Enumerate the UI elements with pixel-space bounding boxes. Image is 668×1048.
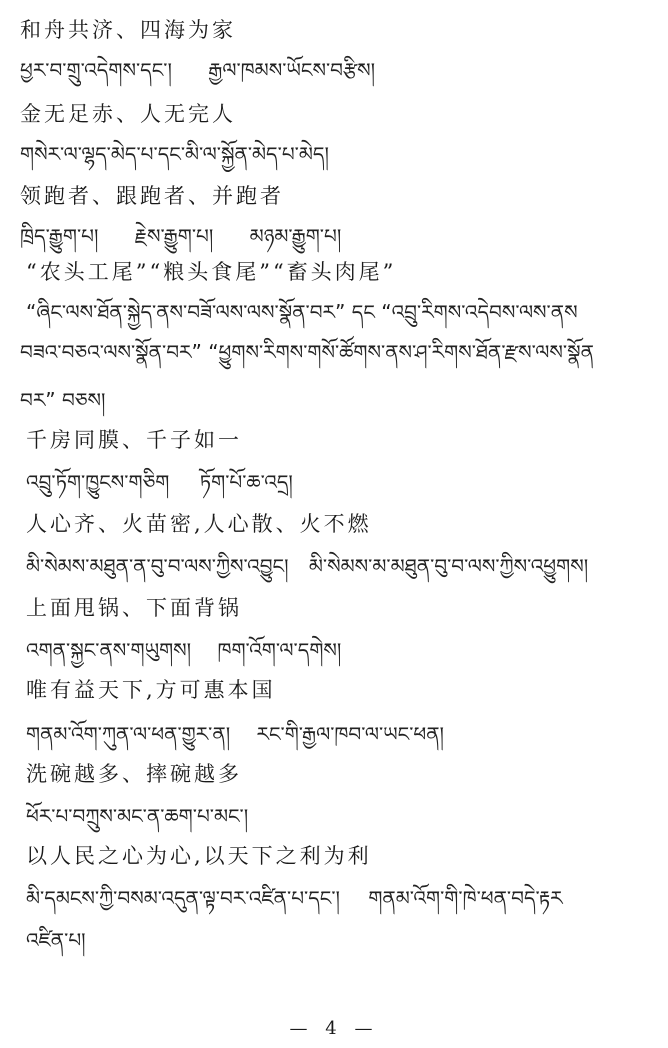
chinese-phrase: 唯有益天下,方可惠本国 [26,678,276,702]
tibetan-segment: འཛིན་པ། [26,928,86,952]
tibetan-segment: རྒྱལ་ཁམས་ཡོངས་བརྩིས། [208,58,376,82]
tibetan-translation [20,60,375,80]
chinese-phrase: 金无足赤、人无完人 [20,102,236,126]
tibetan-translation [20,390,105,410]
chinese-phrase: 以人民之心为心,以天下之利为利 [26,844,372,868]
chinese-phrase: 人心齐、火苗密,人心散、火不燃 [26,512,372,536]
tibetan-segment: འགན་སྐྱང་ནས་གཡུགས། [26,638,192,662]
tibetan-segment: མི་སེམས་མ་མཐུན་བུ་བ་ལས་ཀྱིས་འཕྱུགས། [308,554,589,578]
tibetan-segment: གནམ་འོག་གི་ཁེ་ཕན་བདེ་རྟར [368,886,563,910]
tibetan-segment: གནམ་འོག་ཀུན་ལ་ཕན་གྱུར་ན། [26,722,231,746]
tibetan-translation [20,226,341,246]
chinese-phrase: 洗碗越多、摔碗越多 [26,762,242,786]
tibetan-translation [26,888,563,908]
tibetan-segment: འབྲུ་ཏོག་ཁྱུངས་གཅིག [26,470,170,494]
tibetan-translation [26,640,341,660]
tibetan-translation [20,342,594,362]
chinese-phrase: 和舟共济、四海为家 [20,18,236,42]
chinese-phrase: 领跑者、跟跑者、并跑者 [20,184,284,208]
tibetan-translation [26,930,86,950]
chinese-phrase: 千房同膜、千子如一 [26,428,242,452]
tibetan-translation [20,144,329,164]
tibetan-translation [26,724,444,744]
tibetan-segment: མཉམ་རྒྱུག་པ། [249,224,342,248]
tibetan-segment: མི་སེམས་མཐུན་ན་བུ་བ་ལས་ཀྱིས་འབྱུང། [26,554,289,578]
tibetan-segment: ཁག་འོག་ལ་དགེས། [217,638,342,662]
chinese-phrase: “农头工尾”“粮头食尾”“畜头肉尾” [26,260,397,284]
tibetan-segment: རང་གི་རྒྱལ་ཁབ་ལ་ཡང་ཕན། [256,722,444,746]
tibetan-translation [26,472,293,492]
tibetan-translation [26,806,248,826]
tibetan-segment: “ཞིང་ལས་ཐོན་སྐྱེད་ནས་བཟོ་ལས་ལས་སྣོན་བར” དང “འབྲུ་རིགས་འདེབས་ལས་ནས [26,300,578,324]
tibetan-segment: གསེར་ལ་ལྷད་མེད་པ་དང་མི་ལ་སྐྱོན་མེད་པ་མེད། [20,142,329,166]
tibetan-segment: ཕྱར་བ་གྲུ་འདེགས་དང་། [20,58,172,82]
tibetan-segment: རྗེས་རྒྱུག་པ། [134,224,214,248]
tibetan-translation [26,302,578,322]
tibetan-segment: ཁྲིད་རྒྱུག་པ། [20,224,99,248]
chinese-phrase: 上面甩锅、下面背锅 [26,596,242,620]
tibetan-segment: ཕོར་པ་བཀྲུས་མང་ན་ཆག་པ་མང་། [26,804,249,828]
page-number: — 4 — [289,1018,379,1039]
tibetan-segment: བར” བཅས། [20,388,106,412]
tibetan-translation [26,556,588,576]
tibetan-segment: བཟའ་བཅའ་ལས་སྣོན་བར” “ཕྱུགས་རིགས་གསོ་ཚོགས་ནས་ཤ་རིགས་ཐོན་རྫས་ལས་སྣོན [20,340,594,364]
tibetan-segment: མི་དམངས་ཀྱི་བསམ་འདུན་ལྟ་བར་འཛིན་པ་དང་། [26,886,340,910]
tibetan-segment: ཏོག་པོ་ཆ་འདྲ། [199,470,293,494]
